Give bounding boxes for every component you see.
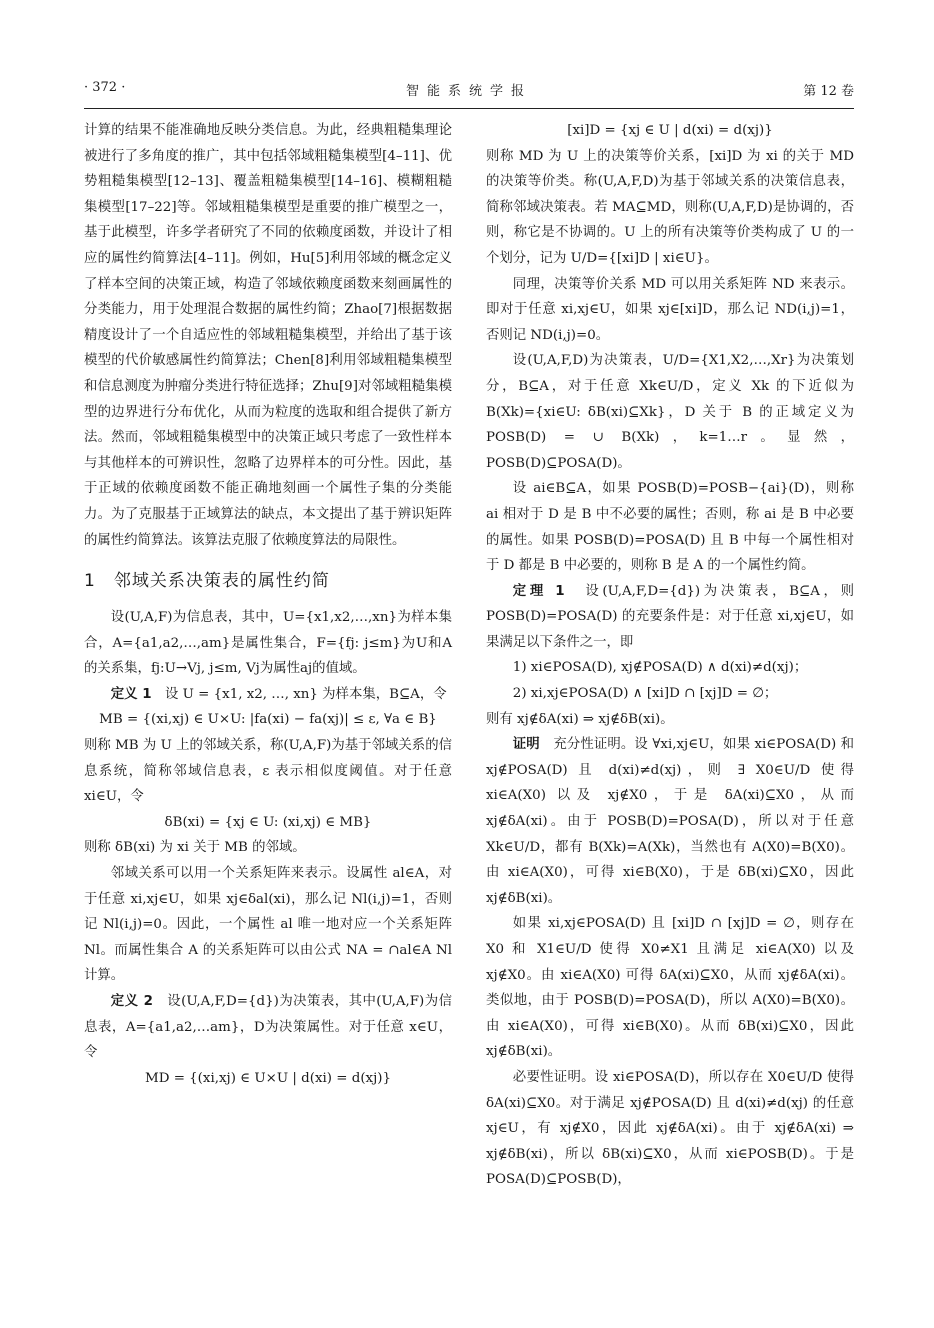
paragraph-decision-table: 则称 MD 为 U 上的决策等价关系，[xi]D 为 xi 的关于 MD 的决策等价类。称(U,A,F,D)为基于邻域关系的决策信息表，简称邻域决策表。若 MA⊆MD，则称(U,A,F,D)是协调的，否则，称它是不协调的。U 上的所有决策等价类构成了 U 的一个划分，记为 U/D={[xi]D | xi∈U}。: [486, 148, 854, 266]
definition-2-text: 设(U,A,F,D={d})为决策表，其中(U,A,F)为信息表，A={a1,a2,…am}，D为决策属性。对于任意 x∈U，令: [84, 994, 452, 1061]
theorem-1-label: 定理 1: [512, 583, 565, 599]
proof-label: 证明: [512, 737, 540, 753]
paragraph-info-table: 设(U,A,F)为信息表，其中，U={x1,x2,…,xn}为样本集合，A={a1,a2,…,am}是属性集合，F={fj: j≤m}为U和A的关系集，fj:U→Vj, j≤m, Vj为属性aj的值域。: [84, 610, 452, 677]
paragraph-attribute-reduct: 设 ai∈B⊆A，如果 POSB(D)=POSB−{ai}(D)，则称 ai 相对于 D 是 B 中不必要的属性；否则，称 ai 是 B 中必要的属性。如果 POSB(D)=POSA(D) 且 B 中每一个属性相对于 D 都是 B 中必要的，则称 B 是 A 的一个属性约简。: [486, 481, 854, 574]
definition-1-label: 定义 1: [110, 686, 152, 702]
paragraph-relation-matrix: 邻域关系可以用一个关系矩阵来表示。设属性 al∈A，对于任意 xi,xj∈U，如果 xj∈δal(xi)，那么记 Nl(i,j)=1，否则记 Nl(i,j)=0。因此，一个属性 al 唯一地对应一个关系矩阵 Nl。而属性集合 A 的关系矩阵可以由公式 NA = ∩al∈A Nl 计算。: [84, 866, 452, 984]
running-header: [84, 80, 854, 102]
formula-decision-class: [xi]D = {xj ∈ U | d(xi) = d(xj)}: [567, 123, 773, 138]
formula-neighborhood: δB(xi) = {xj ∈ U: (xi,xj) ∈ MB}: [164, 814, 372, 830]
formula-neighborhood-relation: MB = {(xi,xj) ∈ U×U: |fa(xi) − fa(xj)| ≤ ε, ∀a ∈ B}: [99, 712, 437, 728]
left-column: [84, 118, 452, 1091]
definition-2: [84, 989, 452, 1066]
proof-text: 充分性证明。设 ∀xi,xj∈U，如果 xi∈POSA(D) 和 xj∉POSA(D) 且 d(xi)≠d(xj)，则 ∃ X0∈U/D 使得 xi∈A(X0) 以及 xj∉X0，于是 δA(xi)⊆X0，从而 xj∉δA(xi)。由于 POSB(D)=POSA(D)，所以对于任意 Xk∈U/D，都有 B(Xk)=A(Xk)，当然也有 A(X0)=B(X0)。由 xi∈A(X0)，可得 xi∈B(X0)，于是 δB(xi)⊆X0，因此 xj∉δB(xi)。: [486, 737, 854, 906]
definition-1: [84, 682, 452, 708]
section-heading: 1 邻域关系决策表的属性约简: [84, 571, 330, 592]
paragraph-neighborhood-system: 则称 MB 为 U 上的邻域关系，称(U,A,F)为基于邻域关系的信息系统，简称邻域信息表，ε 表示相似度阈值。对于任意 xi∈U，令: [84, 738, 452, 805]
intro-paragraph: 计算的结果不能准确地反映分类信息。为此，经典粗糙集理论被进行了多角度的推广，其中包括邻域粗糙集模型[4–11]、优势粗糙集模型[12–13]、覆盖粗糙集模型[14–16]、模糊粗糙集模型[17–22]等。邻域粗糙集模型是重要的推广模型之一，基于此模型，许多学者研究了不同的依赖度函数，并设计了相应的属性约简算法[4–11]。例如，Hu[5]利用邻域的概念定义了样本空间的决策正域，构造了邻域依赖度函数来刻画属性的分类能力，用于处理混合数据的属性约简；Zhao[7]根据数据精度设计了一个自适应性的邻域粗糙集模型，并给出了基于该模型的代价敏感属性约简算法；Chen[8]利用邻域粗糙集模型和信息测度为肿瘤分类进行特征选择；Zhu[9]对邻域粗糙集模型的边界进行分布优化，从而为粒度的选取和组合提供了新方法。然而，邻域粗糙集模型中的决策正域只考虑了一致性样本与其他样本的可辨识性，忽略了边界样本的可分性。因此，基于正域的依赖度函数不能正确地刻画一个属性子集的分类能力。为了克服基于正域算法的缺点，本文提出了基于辨识矩阵的属性约简算法。该算法克服了依赖度算法的局限性。: [84, 123, 452, 548]
condition-2: 2) xi,xj∈POSA(D) ∧ [xi]D ∩ [xj]D = ∅；: [512, 686, 778, 702]
header-rule: [84, 108, 854, 109]
journal-title: 智能系统学报: [405, 84, 532, 99]
right-column: [486, 118, 854, 1193]
volume-label: 第 12 卷: [803, 84, 854, 99]
condition-1: 1) xi∈POSA(D), xj∉POSA(D) ∧ d(xi)≠d(xj)；: [512, 660, 808, 676]
proof: [486, 732, 854, 911]
theorem-1-text: 设(U,A,F,D={d})为决策表，B⊆A，则 POSB(D)=POSA(D) 的充要条件是：对于任意 xi,xj∈U，如果满足以下条件之一，即: [486, 583, 854, 650]
definition-1-text: 设 U = {x1, x2, …, xn} 为样本集，B⊆A，令: [164, 686, 447, 702]
paragraph-neighborhood-def: 则称 δB(xi) 为 xi 关于 MB 的邻域。: [84, 840, 306, 856]
proof-paragraph-3: 必要性证明。设 xi∈POSA(D)，所以存在 X0∈U/D 使得 δA(xi)⊆X0。对于满足 xj∉POSA(D) 且 d(xi)≠d(xj) 的任意 xj∈U，有 xj∉X0，因此 xj∉δA(xi)。由于 xj∉δA(xi) ⇒ xj∉δB(xi)，所以 δB(xi)⊆X0，从而 xi∈POSB(D)。于是 POSA(D)⊆POSB(D)，: [486, 1069, 854, 1188]
theorem-conclusion: 则有 xj∉δA(xi) ⇒ xj∉δB(xi)。: [486, 711, 674, 727]
paragraph-decision-matrix: 同理，决策等价关系 MD 可以用关系矩阵 ND 来表示。即对于任意 xi,xj∈U，如果 xj∈[xi]D，那么记 ND(i,j)=1，否则记 ND(i,j)=0。: [486, 276, 854, 343]
formula-decision-relation: MD = {(xi,xj) ∈ U×U | d(xi) = d(xj)}: [144, 1070, 391, 1086]
definition-2-label: 定义 2: [110, 994, 153, 1009]
theorem-1: [486, 579, 854, 656]
paragraph-positive-region: 设(U,A,F,D)为决策表，U/D={X1,X2,…,Xr}为决策划分，B⊆A，对于任意 Xk∈U/D，定义 Xk 的下近似为 B(Xk)={xi∈U: δB(xi)⊆Xk}，D 关于 B 的正域定义为 POSB(D) = ∪ B(Xk)，k=1…r。显然，POSB(D)⊆POSA(D)。: [486, 353, 854, 471]
proof-paragraph-2: 如果 xi,xj∈POSA(D) 且 [xi]D ∩ [xj]D = ∅，则存在 X0 和 X1∈U/D 使得 X0≠X1 且满足 xi∈A(X0) 以及 xj∉X0。由 xi∈A(X0) 可得 δA(xi)⊆X0，从而 xj∉δA(xi)。类似地，由于 POSB(D)=POSA(D)，所以 A(X0)=B(X0)。由 xi∈A(X0)，可得 xi∈B(X0)。从而 δB(xi)⊆X0，因此 xj∉δB(xi)。: [486, 916, 854, 1060]
page-number: · 372 ·: [84, 80, 126, 95]
